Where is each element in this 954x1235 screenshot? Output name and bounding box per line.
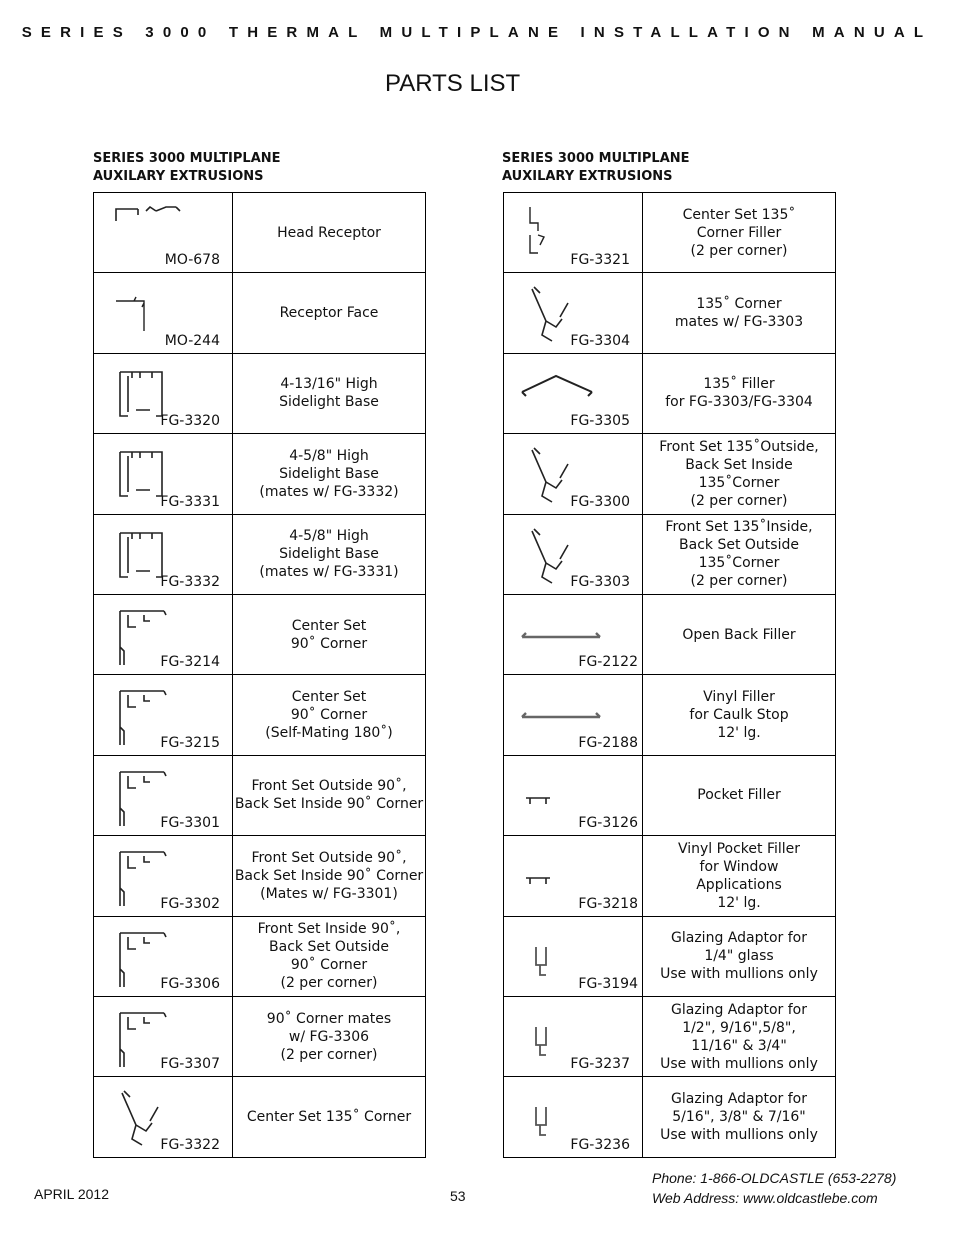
part-description: 90˚ Corner mates w/ FG-3306 (2 per corner) xyxy=(233,996,426,1076)
part-number: FG-3321 xyxy=(570,252,630,269)
table-row xyxy=(504,434,836,514)
part-number: FG-3306 xyxy=(160,975,220,992)
part-description: 135˚ Corner mates w/ FG-3303 xyxy=(643,273,836,353)
part-description: Vinyl Filler for Caulk Stop 12' lg. xyxy=(643,675,836,755)
part-number: FG-3302 xyxy=(160,895,220,912)
part-number: FG-3194 xyxy=(578,975,638,992)
part-number: FG-3305 xyxy=(570,413,630,430)
table-row xyxy=(504,755,836,835)
part-number: FG-3126 xyxy=(578,815,638,832)
part-drawing-cell xyxy=(504,594,643,674)
part-number: FG-3304 xyxy=(570,332,630,349)
part-description: Open Back Filler xyxy=(643,594,836,674)
table-row xyxy=(94,273,426,353)
page-title: PARTS LIST xyxy=(385,70,521,97)
right-caption-line2: AUXILARY EXTRUSIONS xyxy=(502,169,673,184)
table-row xyxy=(504,916,836,996)
table-row xyxy=(504,353,836,433)
part-number: FG-2122 xyxy=(578,654,638,671)
part-description: Vinyl Pocket Filler for Window Applications 12' lg. xyxy=(643,836,836,916)
table-row xyxy=(504,193,836,273)
table-row xyxy=(504,1077,836,1157)
part-drawing-cell xyxy=(504,755,643,835)
manual-title: SERIES 3000 THERMAL MULTIPLANE INSTALLATION MANUAL xyxy=(21,24,933,41)
part-drawing-cell xyxy=(94,675,233,755)
table-row xyxy=(504,996,836,1076)
part-description: Glazing Adaptor for 1/4" glass Use with mullions only xyxy=(643,916,836,996)
part-description: 4-5/8" High Sidelight Base (mates w/ FG-3332) xyxy=(233,434,426,514)
part-description: Glazing Adaptor for 1/2", 9/16",5/8", 11/16" & 3/4" Use with mullions only xyxy=(643,996,836,1076)
part-description: Center Set 90˚ Corner xyxy=(233,594,426,674)
right-parts-table xyxy=(503,192,836,1158)
part-drawing-cell xyxy=(504,434,643,514)
part-description: Center Set 90˚ Corner (Self-Mating 180˚) xyxy=(233,675,426,755)
footer-contact xyxy=(652,1168,896,1208)
part-description: Front Set Outside 90˚, Back Set Inside 90˚ Corner xyxy=(233,755,426,835)
table-row xyxy=(94,916,426,996)
part-description: Center Set 135˚ Corner Filler (2 per corner) xyxy=(643,193,836,273)
part-drawing-cell xyxy=(504,273,643,353)
part-number: FG-3331 xyxy=(160,493,220,510)
part-number: FG-3322 xyxy=(160,1136,220,1153)
part-drawing-cell xyxy=(94,273,233,353)
left-column-caption xyxy=(93,150,281,186)
right-caption-line1: SERIES 3000 MULTIPLANE xyxy=(502,151,690,166)
part-drawing-cell xyxy=(94,916,233,996)
part-drawing-cell xyxy=(94,1077,233,1157)
table-row xyxy=(94,675,426,755)
part-number: FG-3307 xyxy=(160,1056,220,1073)
part-number: FG-3237 xyxy=(570,1056,630,1073)
part-description: Front Set 135˚Outside, Back Set Inside 135˚Corner (2 per corner) xyxy=(643,434,836,514)
part-description: Front Set Inside 90˚, Back Set Outside 90˚ Corner (2 per corner) xyxy=(233,916,426,996)
part-drawing-cell xyxy=(94,193,233,273)
table-row xyxy=(504,675,836,755)
part-number: FG-3236 xyxy=(570,1136,630,1153)
page-number: 53 xyxy=(450,1188,466,1204)
part-drawing-cell xyxy=(504,514,643,594)
part-drawing-cell xyxy=(94,755,233,835)
part-description: Glazing Adaptor for 5/16", 3/8" & 7/16" Use with mullions only xyxy=(643,1077,836,1157)
part-drawing-cell xyxy=(504,675,643,755)
part-number: FG-3218 xyxy=(578,895,638,912)
part-number: FG-2188 xyxy=(578,734,638,751)
footer-phone: Phone: 1-866-OLDCASTLE (653-2278) xyxy=(652,1170,897,1186)
table-row xyxy=(94,353,426,433)
part-number: FG-3332 xyxy=(160,573,220,590)
part-number: FG-3300 xyxy=(570,493,630,510)
table-row xyxy=(94,836,426,916)
part-description: Center Set 135˚ Corner xyxy=(233,1077,426,1157)
part-drawing-cell xyxy=(94,434,233,514)
part-drawing-cell xyxy=(504,193,643,273)
part-description: Front Set Outside 90˚, Back Set Inside 90˚ Corner (Mates w/ FG-3301) xyxy=(233,836,426,916)
part-number: MO-678 xyxy=(164,252,220,269)
part-number: FG-3301 xyxy=(160,815,220,832)
left-parts-table xyxy=(93,192,426,1158)
part-drawing-cell xyxy=(504,996,643,1076)
left-caption-line1: SERIES 3000 MULTIPLANE xyxy=(93,151,281,166)
part-number: FG-3320 xyxy=(160,413,220,430)
table-row xyxy=(504,273,836,353)
part-number: FG-3215 xyxy=(160,734,220,751)
table-row xyxy=(94,514,426,594)
part-drawing-cell xyxy=(504,836,643,916)
part-drawing-cell xyxy=(504,1077,643,1157)
part-description: Head Receptor xyxy=(233,193,426,273)
footer-web: Web Address: www.oldcastlebe.com xyxy=(652,1190,878,1206)
part-drawing-cell xyxy=(94,594,233,674)
part-description: 4-13/16" High Sidelight Base xyxy=(233,353,426,433)
left-caption-line2: AUXILARY EXTRUSIONS xyxy=(93,169,264,184)
table-row xyxy=(504,594,836,674)
part-description: Pocket Filler xyxy=(643,755,836,835)
part-number: FG-3214 xyxy=(160,654,220,671)
footer-date: APRIL 2012 xyxy=(34,1186,109,1202)
table-row xyxy=(504,836,836,916)
part-drawing-cell xyxy=(94,353,233,433)
part-description: Front Set 135˚Inside, Back Set Outside 135˚Corner (2 per corner) xyxy=(643,514,836,594)
table-row xyxy=(94,193,426,273)
part-drawing-cell xyxy=(94,836,233,916)
part-number: MO-244 xyxy=(164,332,220,349)
right-column-caption xyxy=(502,150,690,186)
part-description: 135˚ Filler for FG-3303/FG-3304 xyxy=(643,353,836,433)
part-drawing-cell xyxy=(94,996,233,1076)
part-drawing-cell xyxy=(504,916,643,996)
table-row xyxy=(94,1077,426,1157)
table-row xyxy=(94,996,426,1076)
part-description: 4-5/8" High Sidelight Base (mates w/ FG-3331) xyxy=(233,514,426,594)
part-drawing-cell xyxy=(94,514,233,594)
part-drawing-cell xyxy=(504,353,643,433)
table-row xyxy=(94,755,426,835)
part-description: Receptor Face xyxy=(233,273,426,353)
table-row xyxy=(504,514,836,594)
table-row xyxy=(94,594,426,674)
table-row xyxy=(94,434,426,514)
part-number: FG-3303 xyxy=(570,573,630,590)
